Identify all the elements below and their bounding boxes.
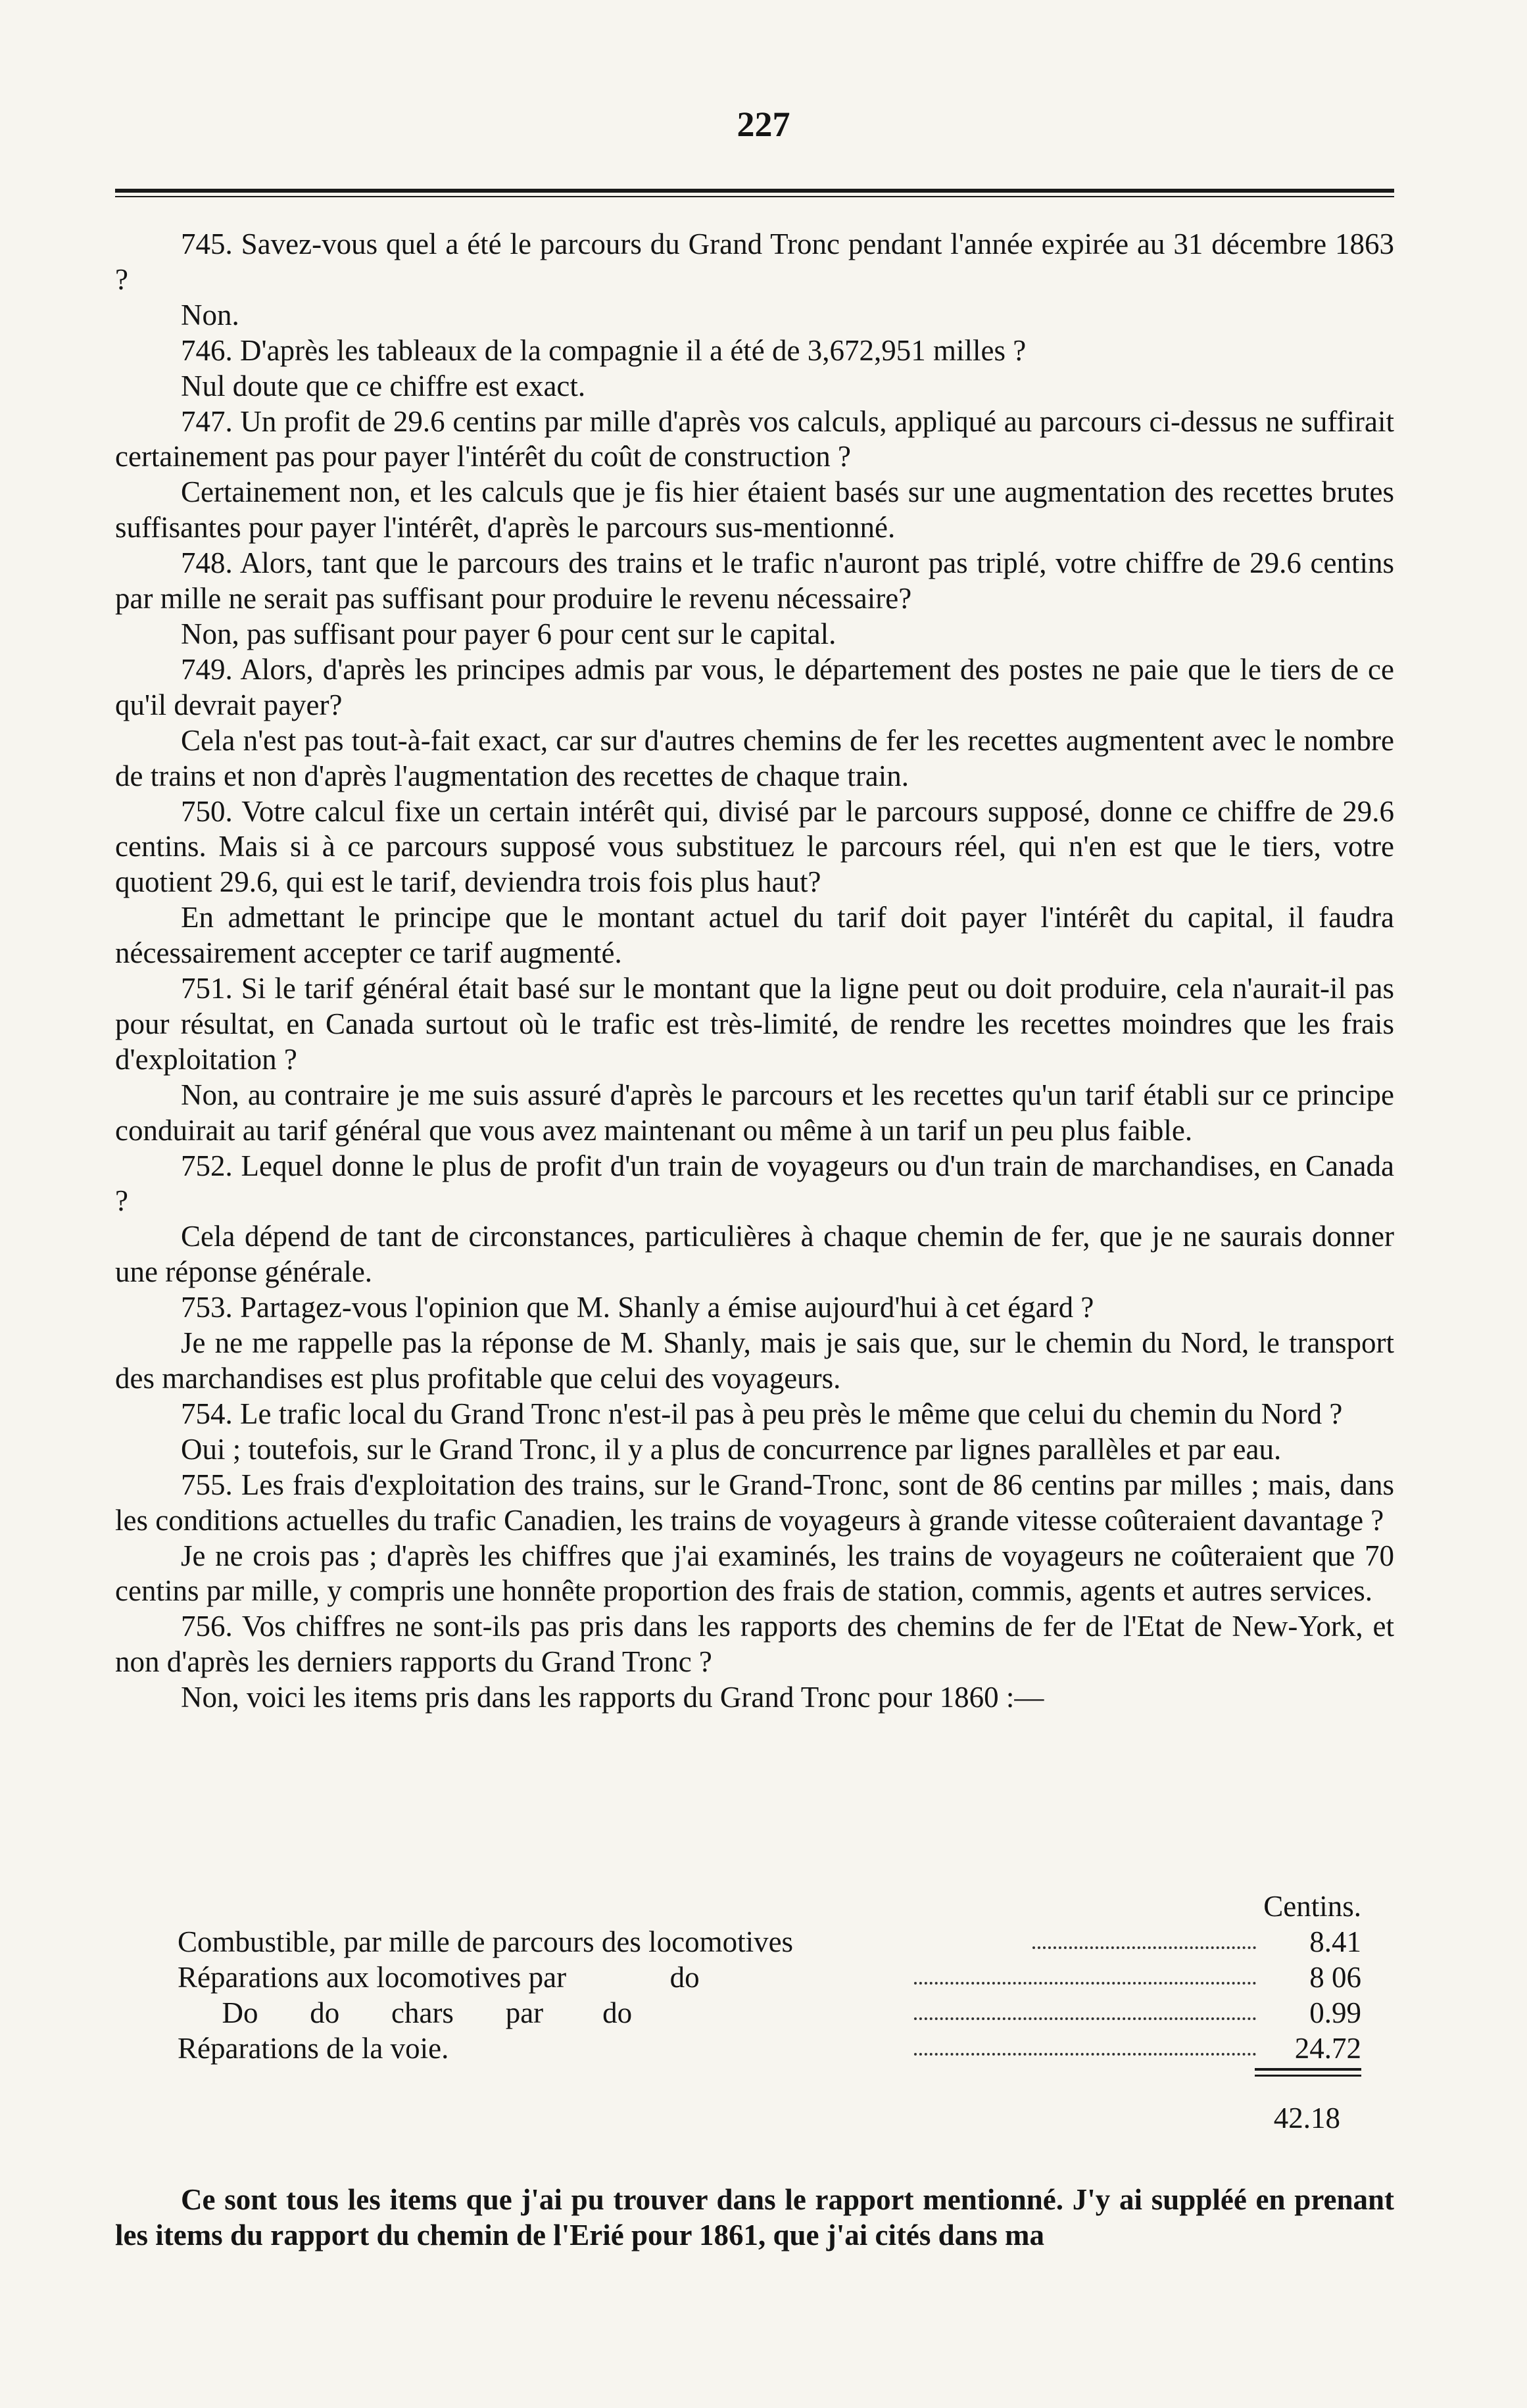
answer-paragraph: Certainement non, et les calculs que je fis hier étaient basés sur une augmentation des recettes brutes suffisantes pour payer l'intérêt, d'après le parcours sus-mentionné. (115, 475, 1394, 544)
table-row (178, 1960, 1361, 1995)
question-paragraph: 745. Savez-vous quel a été le parcours du Grand Tronc pendant l'année expirée au 31 décembre 1863 ? (115, 228, 1394, 296)
testimony-body (115, 227, 1394, 1716)
question-paragraph: 751. Si le tarif général était basé sur le montant que la ligne peut ou doit produire, cela n'aurait-il pas pour résultat, en Canada surtout où le trafic est très-limité, de rendre les recettes moindres que les frais d'exploitation ? (115, 972, 1394, 1076)
leader-dots (1032, 1946, 1256, 1949)
table-row (178, 1995, 1361, 2031)
row-value: 0.99 (1309, 1996, 1361, 2029)
row-label: Réparations aux locomotives par do (178, 1961, 700, 1994)
answer-paragraph: Cela dépend de tant de circonstances, particulières à chaque chemin de fer, que je ne saurais donner une réponse générale. (115, 1220, 1394, 1289)
question-paragraph: 746. D'après les tableaux de la compagnie il a été de 3,672,951 milles ? (181, 333, 1027, 367)
answer-paragraph: Cela n'est pas tout-à-fait exact, car sur d'autres chemins de fer les recettes augmentent avec le nombre de trains et non d'après l'augmentation des recettes de chaque train. (115, 723, 1394, 792)
question-paragraph: 752. Lequel donne le plus de profit d'un train de voyageurs ou d'un train de marchandises, en Canada ? (115, 1149, 1394, 1218)
answer-paragraph: Nul doute que ce chiffre est exact. (181, 369, 586, 402)
question-paragraph: 747. Un profit de 29.6 centins par mille d'après vos calculs, appliqué au parcours ci-dessus ne suffirait certainement pas pour payer l'intérêt du coût de construction ? (115, 404, 1394, 473)
page-number: 227 (737, 105, 790, 144)
closing-paragraph (115, 2182, 1394, 2253)
answer-paragraph: En admettant le principe que le montant actuel du tarif doit payer l'intérêt du capital, il faudra nécessairement accepter ce tarif augmenté. (115, 901, 1394, 970)
row-label: Réparations de la voie. (178, 2032, 449, 2065)
sum-rule (1255, 2068, 1361, 2071)
answer-paragraph: Non, au contraire je me suis assuré d'après le parcours et les recettes qu'un tarif établi sur ce principe conduirait au tarif général que vous avez maintenant ou même à un tarif un peu plus faible. (115, 1078, 1394, 1147)
question-paragraph: 750. Votre calcul fixe un certain intérêt qui, divisé par le parcours supposé, donne ce chiffre de 29.6 centins. Mais si à ce parcours supposé vous substituez le parcours réel, qui n'en est que le tiers, votre quotient 29.6, qui est le tarif, deviendra trois fois plus haut? (115, 794, 1394, 899)
answer-paragraph: Non, pas suffisant pour payer 6 pour cent sur le capital. (181, 617, 836, 650)
row-label: Combustible, par mille de parcours des locomotives (178, 1925, 794, 1958)
table-row (178, 2031, 1361, 2066)
row-value: 24.72 (1294, 2032, 1361, 2065)
sum-rule-thin (1255, 2075, 1361, 2077)
cost-table (178, 1889, 1361, 2066)
row-label: Do do chars par do (178, 1996, 633, 2029)
answer-paragraph: Non. (181, 298, 239, 331)
leader-dots (914, 2053, 1256, 2056)
table-row (178, 1924, 1361, 1960)
table-header: Centins. (1263, 1890, 1361, 1923)
header-rule-thin (115, 196, 1394, 197)
question-paragraph: 755. Les frais d'exploitation des trains, sur le Grand-Tronc, sont de 86 centins par milles ; mais, dans les conditions actuelles du trafic Canadien, les trains de voyageurs à grande vitesse coûteraient davantage ? (115, 1468, 1394, 1537)
question-paragraph: 753. Partagez-vous l'opinion que M. Shanly a émise aujourd'hui à cet égard ? (181, 1291, 1094, 1324)
answer-paragraph: Oui ; toutefois, sur le Grand Tronc, il y a plus de concurrence par lignes parallèles et par eau. (181, 1432, 1282, 1466)
closing-text: Ce sont tous les items que j'ai pu trouver dans le rapport mentionné. J'y ai suppléé en prenant les items du rapport du chemin de l'Erié pour 1861, que j'ai cités dans ma (115, 2183, 1394, 2251)
question-paragraph: 756. Vos chiffres ne sont-ils pas pris dans les rapports des chemins de fer de l'Etat de New-York, et non d'après les derniers rapports du Grand Tronc ? (115, 1610, 1394, 1679)
leader-dots (914, 1982, 1256, 1985)
answer-paragraph: Je ne me rappelle pas la réponse de M. Shanly, mais je sais que, sur le chemin du Nord, le transport des marchandises est plus profitable que celui des voyageurs. (115, 1326, 1394, 1395)
question-paragraph: 754. Le trafic local du Grand Tronc n'est-il pas à peu près le même que celui du chemin du Nord ? (181, 1397, 1343, 1430)
question-paragraph: 748. Alors, tant que le parcours des trains et le trafic n'auront pas triplé, votre chiffre de 29.6 centins par mille ne serait pas suffisant pour produire le revenu nécessaire? (115, 546, 1394, 615)
row-value: 8 06 (1309, 1961, 1361, 1994)
answer-paragraph: Non, voici les items pris dans les rapports du Grand Tronc pour 1860 :— (181, 1681, 1044, 1714)
table-total: 42.18 (1273, 2102, 1340, 2134)
answer-paragraph: Je ne crois pas ; d'après les chiffres que j'ai examinés, les trains de voyageurs ne coûteraient que 70 centins par mille, y compris une honnête proportion des frais de station, commis, agents et autres services. (115, 1539, 1394, 1608)
question-paragraph: 749. Alors, d'après les principes admis par vous, le département des postes ne paie que le tiers de ce qu'il devrait payer? (115, 652, 1394, 721)
leader-dots (914, 2017, 1256, 2020)
header-rule (115, 189, 1394, 193)
row-value: 8.41 (1309, 1925, 1361, 1958)
